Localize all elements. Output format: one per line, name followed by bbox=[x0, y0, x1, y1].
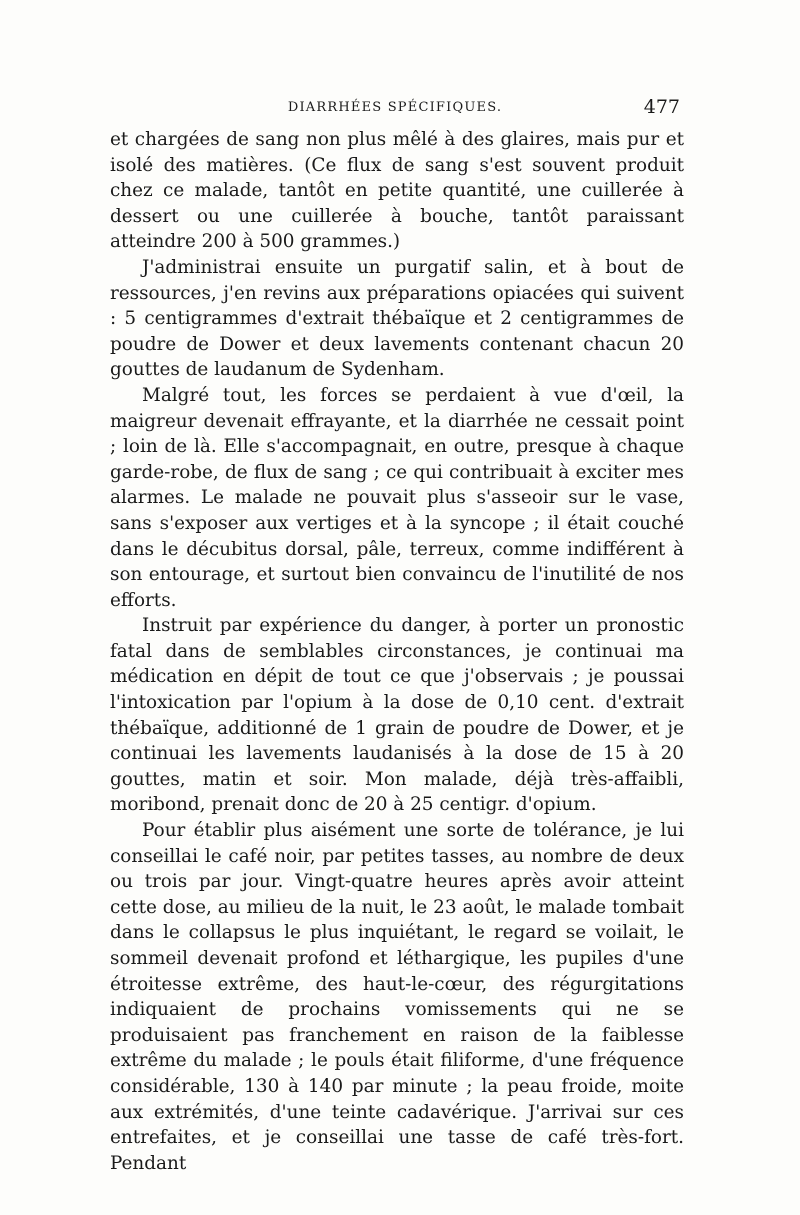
paragraph-coffee-collapse: Pour établir plus aisément une sorte de tolérance, je lui conseillai le café noir, par petites tasses, au nombre de deux ou trois par jour. Vingt-quatre heures après avoir atteint cette dose, au milieu de la nuit, le 23 août, le malade tombait dans le collapsus le plus inquiétant, le regard se voilait, le sommeil devenait profond et léthargique, les pupiles d'une étroitesse extrême, des haut-le-cœur, des régurgitations indiquaient de prochains vomissements qui ne se produisaient pas franchement en raison de la faiblesse extrême du malade ; le pouls était filiforme, d'une fréquence considérable, 130 à 140 par minute ; la peau froide, moite aux extrémités, d'une teinte cadavérique. J'arrivai sur ces entrefaites, et je conseillai une tasse de café très-fort. Pendant bbox=[110, 820, 684, 1174]
body-text bbox=[110, 127, 684, 1176]
paragraph-decline: Malgré tout, les forces se perdaient à vue d'œil, la maigreur devenait effrayante, et la diarrhée ne cessait point ; loin de là. Elle s'accompagnait, en outre, presque à chaque garde-robe, de flux de sang ; ce qui contribuait à exciter mes alarmes. Le malade ne pouvait plus s'asseoir sur le vase, sans s'exposer aux vertiges et à la syncope ; il était couché dans le décubitus dorsal, pâle, terreux, comme indifférent à son entourage, et surtout bien convaincu de l'inutilité de nos efforts. bbox=[110, 384, 684, 611]
page-number: 477 bbox=[643, 96, 680, 118]
running-title: DIARRHÉES SPÉCIFIQUES. bbox=[287, 100, 503, 115]
paragraph-continued: et chargées de sang non plus mêlé à des glaires, mais pur et isolé des matières. (Ce flux de sang s'est souvent produit chez ce malade, tantôt en petite quantité, une cuillerée à dessert ou une cuillerée à bouche, tantôt paraissant atteindre 200 à 500 grammes.) bbox=[110, 129, 684, 253]
page-header bbox=[110, 96, 680, 126]
paragraph-opium-dose: Instruit par expérience du danger, à porter un pronostic fatal dans de semblables circonstances, je continuai ma médication en dépit de tout ce que j'observais ; je poussai l'intoxication par l'opium à la dose de 0,10 cent. d'extrait thébaïque, additionné de 1 grain de poudre de Dower, et je continuai les lavements laudanisés à la dose de 15 à 20 gouttes, matin et soir. Mon malade, déjà très-affaibli, moribond, prenait donc de 20 à 25 centigr. d'opium. bbox=[110, 615, 684, 816]
paragraph-purgative: J'administrai ensuite un purgatif salin, et à bout de ressources, j'en revins aux préparations opiacées qui suivent : 5 centigrammes d'extrait thébaïque et 2 centigrammes de poudre de Dower et deux lavements contenant chacun 20 gouttes de laudanum de Sydenham. bbox=[110, 256, 684, 381]
